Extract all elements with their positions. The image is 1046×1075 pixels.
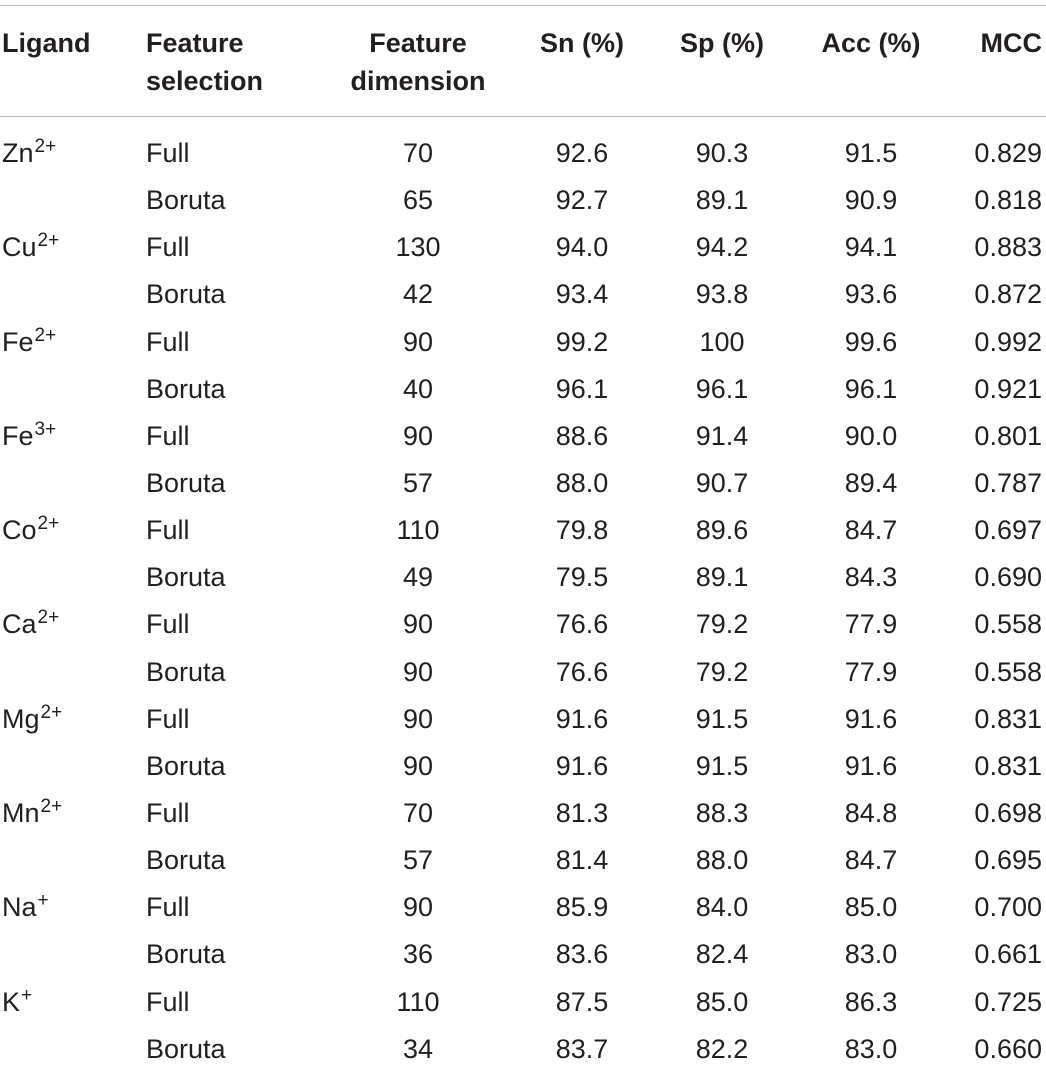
cell-feature-dimension: 110 (396, 986, 440, 1017)
cell-mcc: 0.921 (974, 373, 1042, 404)
ligand-charge: 2+ (34, 324, 57, 346)
cell-sp: 91.5 (695, 750, 749, 781)
header-mcc: MCC (980, 28, 1042, 58)
header-rule (0, 116, 1046, 117)
cell-sp: 90.7 (695, 467, 749, 498)
cell-feature-dimension: 90 (402, 703, 434, 734)
cell-sn: 91.6 (555, 750, 609, 781)
cell-acc: 77.9 (844, 656, 898, 687)
cell-acc: 91.6 (844, 750, 898, 781)
cell-feature-dimension: 90 (402, 609, 434, 640)
cell-feature-selection: Boruta (146, 1033, 226, 1064)
cell-sn: 79.5 (555, 562, 609, 593)
cell-mcc: 0.883 (974, 232, 1042, 263)
table-row (0, 697, 1046, 744)
cell-sn: 93.4 (555, 279, 609, 310)
cell-ligand (2, 461, 3, 509)
cell-ligand (2, 650, 3, 698)
cell-ligand (2, 791, 62, 839)
cell-sn: 91.6 (555, 703, 609, 734)
cell-acc: 90.0 (844, 420, 898, 451)
table-row (0, 838, 1046, 885)
cell-sn: 83.6 (555, 939, 609, 970)
cell-acc: 84.8 (844, 797, 898, 828)
table-row (0, 602, 1046, 649)
cell-mcc: 0.725 (974, 986, 1042, 1017)
cell-sp: 96.1 (695, 373, 749, 404)
ligand-symbol: Na (2, 892, 37, 923)
table-row (0, 131, 1046, 178)
cell-sp: 91.5 (695, 703, 749, 734)
cell-acc: 91.5 (844, 138, 898, 168)
cell-sp: 85.0 (695, 986, 749, 1017)
table-row (0, 178, 1046, 225)
ligand-charge: 2+ (37, 607, 60, 629)
cell-feature-selection: Full (146, 232, 190, 263)
table-row (0, 932, 1046, 979)
top-rule (0, 5, 1046, 6)
cell-mcc: 0.660 (974, 1033, 1042, 1064)
cell-feature-selection: Boruta (146, 656, 226, 687)
cell-feature-dimension: 130 (395, 232, 441, 263)
cell-ligand (2, 225, 59, 273)
ligand-charge: 2+ (37, 513, 60, 535)
table-row (0, 508, 1046, 555)
cell-feature-selection: Boruta (146, 279, 226, 310)
cell-feature-selection: Full (146, 420, 190, 451)
cell-acc: 85.0 (844, 892, 898, 923)
cell-sn: 88.6 (555, 420, 609, 451)
cell-sn: 85.9 (555, 892, 609, 923)
cell-sp: 89.1 (695, 185, 749, 216)
cell-feature-dimension: 42 (402, 279, 434, 310)
cell-feature-dimension: 90 (402, 326, 434, 357)
cell-acc: 93.6 (844, 279, 898, 310)
table-header (0, 24, 1046, 104)
cell-sp: 79.2 (695, 656, 749, 687)
ligand-charge: 3+ (34, 418, 57, 440)
cell-acc: 91.6 (844, 703, 898, 734)
cell-sn: 94.0 (555, 232, 609, 263)
cell-feature-dimension: 65 (402, 185, 434, 216)
cell-feature-selection: Full (146, 326, 190, 357)
cell-sn: 83.7 (555, 1033, 609, 1064)
cell-sp: 82.4 (695, 939, 749, 970)
table-body (0, 131, 1046, 1074)
ligand-symbol: Mg (2, 703, 40, 734)
table-row (0, 885, 1046, 932)
ligand-charge: + (37, 890, 49, 912)
cell-feature-selection: Boruta (146, 845, 226, 876)
cell-acc: 96.1 (844, 373, 898, 404)
cell-acc: 86.3 (844, 986, 898, 1017)
cell-ligand (2, 320, 56, 368)
cell-feature-dimension: 57 (402, 467, 434, 498)
cell-acc: 94.1 (844, 232, 898, 263)
cell-mcc: 0.787 (974, 467, 1042, 498)
cell-feature-selection: Full (146, 892, 190, 923)
cell-sn: 96.1 (555, 373, 609, 404)
cell-sn: 81.4 (555, 845, 609, 876)
cell-ligand (2, 555, 3, 603)
table-row (0, 461, 1046, 508)
cell-feature-dimension: 90 (402, 750, 434, 781)
cell-ligand (2, 414, 56, 462)
cell-feature-dimension: 70 (402, 797, 434, 828)
cell-ligand (2, 885, 49, 933)
cell-feature-dimension: 34 (402, 1033, 434, 1064)
ligand-symbol: Fe (2, 420, 34, 451)
table-row (0, 744, 1046, 791)
cell-feature-dimension: 90 (402, 892, 434, 923)
cell-acc: 83.0 (844, 939, 898, 970)
cell-sp: 91.4 (695, 420, 749, 451)
cell-sp: 89.6 (695, 515, 749, 546)
ligand-symbol: Fe (2, 326, 34, 357)
cell-sp: 89.1 (695, 562, 749, 593)
cell-acc: 90.9 (844, 185, 898, 216)
cell-feature-selection: Full (146, 138, 190, 168)
cell-ligand (2, 272, 3, 320)
cell-mcc: 0.831 (974, 703, 1042, 734)
ligand-symbol: Mn (2, 797, 40, 828)
cell-sp: 93.8 (695, 279, 749, 310)
cell-feature-selection: Boruta (146, 750, 226, 781)
cell-acc: 77.9 (844, 609, 898, 640)
cell-acc: 99.6 (844, 326, 898, 357)
cell-feature-selection: Boruta (146, 373, 226, 404)
cell-feature-selection: Boruta (146, 562, 226, 593)
cell-mcc: 0.992 (974, 326, 1042, 357)
ligand-symbol: Ca (2, 609, 37, 640)
cell-sn: 87.5 (555, 986, 609, 1017)
cell-mcc: 0.558 (974, 609, 1042, 640)
cell-ligand (2, 1027, 3, 1075)
cell-sp: 82.2 (695, 1033, 749, 1064)
cell-sp: 84.0 (695, 892, 749, 923)
cell-mcc: 0.801 (974, 420, 1042, 451)
ligand-charge: 2+ (40, 795, 63, 817)
header-feature-dimension-line1: Feature (369, 28, 467, 58)
ligand-charge: 2+ (34, 136, 57, 157)
cell-feature-dimension: 36 (402, 939, 434, 970)
table-row (0, 367, 1046, 414)
cell-acc: 84.7 (844, 515, 898, 546)
table-row (0, 791, 1046, 838)
cell-feature-dimension: 57 (402, 845, 434, 876)
cell-sp: 94.2 (695, 232, 749, 263)
header-feature-dimension-line2: dimension (350, 66, 486, 96)
cell-acc: 84.3 (844, 562, 898, 593)
ligand-charge: 2+ (40, 701, 63, 723)
table-row (0, 320, 1046, 367)
header-feature-dimension (318, 24, 518, 100)
cell-sn: 88.0 (555, 467, 609, 498)
cell-feature-dimension: 90 (402, 656, 434, 687)
cell-ligand (2, 178, 3, 226)
cell-feature-dimension: 49 (402, 562, 434, 593)
table-row (0, 555, 1046, 602)
cell-feature-dimension: 70 (402, 138, 434, 168)
cell-sp: 88.3 (695, 797, 749, 828)
cell-sn: 92.7 (555, 185, 609, 216)
cell-sn: 99.2 (555, 326, 609, 357)
ligand-symbol: Co (2, 515, 37, 546)
cell-feature-dimension: 40 (402, 373, 434, 404)
header-feature-selection-line1: Feature (146, 28, 244, 58)
cell-feature-selection: Full (146, 703, 190, 734)
cell-feature-selection: Boruta (146, 467, 226, 498)
cell-mcc: 0.831 (974, 750, 1042, 781)
cell-sp: 79.2 (695, 609, 749, 640)
cell-mcc: 0.818 (974, 185, 1042, 216)
ligand-charge: 2+ (37, 230, 60, 252)
table-row (0, 272, 1046, 319)
cell-ligand (2, 980, 32, 1028)
ligand-charge: + (21, 984, 33, 1006)
cell-sn: 81.3 (555, 797, 609, 828)
cell-mcc: 0.661 (974, 939, 1042, 970)
header-feature-selection-line2: selection (146, 66, 264, 96)
cell-ligand (2, 838, 3, 886)
cell-mcc: 0.700 (974, 892, 1042, 923)
cell-mcc: 0.698 (974, 797, 1042, 828)
cell-acc: 89.4 (844, 467, 898, 498)
cell-ligand (2, 602, 59, 650)
cell-ligand (2, 367, 3, 415)
header-feature-selection (146, 24, 263, 100)
cell-mcc: 0.695 (974, 845, 1042, 876)
table-row (0, 650, 1046, 697)
cell-sn: 79.8 (555, 515, 609, 546)
cell-feature-dimension: 110 (396, 515, 440, 546)
ligand-symbol: Cu (2, 232, 37, 263)
cell-acc: 84.7 (844, 845, 898, 876)
cell-mcc: 0.872 (974, 279, 1042, 310)
ligand-symbol: Zn (2, 138, 34, 168)
cell-feature-selection: Boruta (146, 185, 226, 216)
table-row (0, 980, 1046, 1027)
cell-feature-selection: Full (146, 515, 190, 546)
cell-ligand (2, 697, 62, 745)
cell-feature-selection: Full (146, 797, 190, 828)
cell-sn: 76.6 (555, 609, 609, 640)
cell-sp: 100 (699, 326, 745, 357)
cell-ligand (2, 131, 56, 179)
cell-feature-selection: Boruta (146, 939, 226, 970)
header-sn: Sn (%) (540, 28, 624, 58)
cell-sp: 90.3 (695, 138, 749, 168)
cell-mcc: 0.690 (974, 562, 1042, 593)
header-acc: Acc (%) (821, 28, 921, 58)
table-row (0, 225, 1046, 272)
cell-ligand (2, 932, 3, 980)
cell-mcc: 0.697 (974, 515, 1042, 546)
header-ligand: Ligand (2, 28, 91, 58)
cell-acc: 83.0 (844, 1033, 898, 1064)
cell-sn: 92.6 (555, 138, 609, 168)
cell-mcc: 0.558 (974, 656, 1042, 687)
cell-ligand (2, 508, 59, 556)
cell-sp: 88.0 (695, 845, 749, 876)
header-sp: Sp (%) (680, 28, 764, 58)
cell-sn: 76.6 (555, 656, 609, 687)
cell-feature-dimension: 90 (402, 420, 434, 451)
cell-mcc: 0.829 (974, 138, 1042, 168)
table-row (0, 414, 1046, 461)
cell-feature-selection: Full (146, 986, 190, 1017)
ligand-symbol: K (2, 986, 21, 1017)
cell-feature-selection: Full (146, 609, 190, 640)
cell-ligand (2, 744, 3, 792)
